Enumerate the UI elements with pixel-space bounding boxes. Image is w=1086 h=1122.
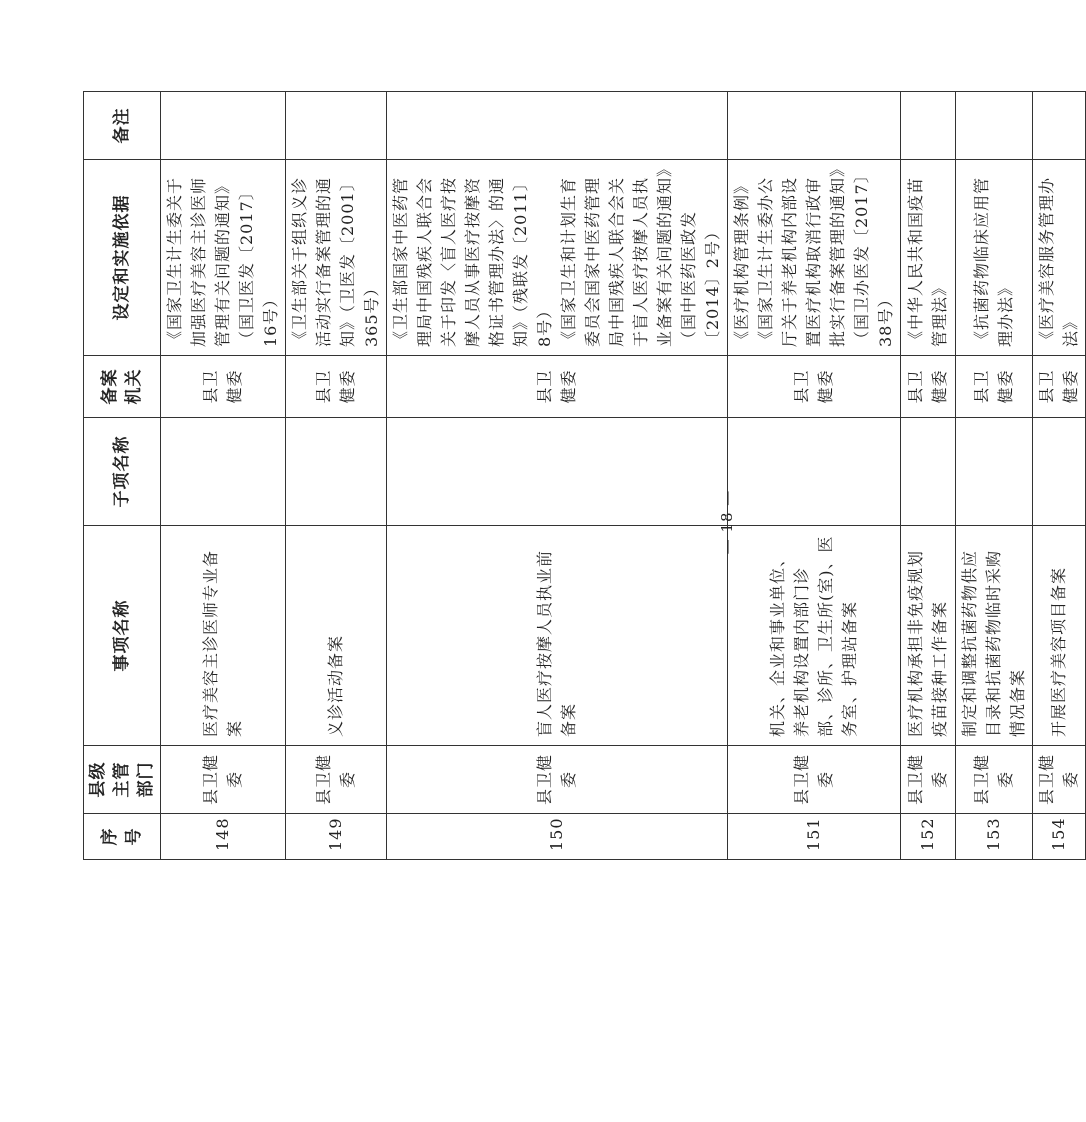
cell-item: 制定和调整抗菌药物供应目录和抗菌药物临时采购情况备案: [956, 526, 1033, 746]
table-row: [161, 92, 286, 860]
cell-note: [728, 92, 901, 160]
cell-sub: [728, 418, 901, 526]
cell-seq: 149: [286, 814, 387, 860]
cell-sub: [956, 418, 1033, 526]
cell-basis: [161, 160, 286, 356]
cell-filing: 县卫健委: [1033, 356, 1086, 418]
basis-reference: 《国家卫生计生委关于加强医疗美容主诊医师管理有关问题的通知》（国卫医发〔2017〕16号）: [165, 176, 280, 347]
header-filing: 备案机关: [84, 356, 161, 418]
cell-note: [286, 92, 387, 160]
cell-item: 盲人医疗按摩人员执业前备案: [387, 526, 728, 746]
cell-note: [956, 92, 1033, 160]
cell-note: [387, 92, 728, 160]
table-row: [901, 92, 956, 860]
cell-sub: [901, 418, 956, 526]
cell-seq: 154: [1033, 814, 1086, 860]
cell-dept: 县卫健委: [728, 746, 901, 814]
cell-note: [1033, 92, 1086, 160]
header-item: 事项名称: [84, 526, 161, 746]
basis-reference: 《国家卫生和计划生育委员会国家中医药管理局中国残疾人联合会关于盲人医疗按摩人员执业备案有关问题的通知》（国中医药医政发〔2014〕2号）: [559, 167, 722, 347]
cell-item: 开展医疗美容项目备案: [1033, 526, 1086, 746]
cell-seq: 152: [901, 814, 956, 860]
cell-dept: 县卫健委: [161, 746, 286, 814]
basis-reference: 《卫生部关于组织义诊活动实行备案管理的通知》（卫医发〔2001〕365号）: [290, 174, 381, 347]
cell-filing: 县卫健委: [956, 356, 1033, 418]
table-row: [286, 92, 387, 860]
cell-filing: 县卫健委: [161, 356, 286, 418]
header-sub: 子项名称: [84, 418, 161, 526]
page-number: — 18 —: [718, 489, 736, 555]
cell-note: [901, 92, 956, 160]
cell-sub: [1033, 418, 1086, 526]
cell-sub: [387, 418, 728, 526]
cell-basis: [286, 160, 387, 356]
filing-items-table: [83, 91, 1086, 860]
header-note: 备注: [84, 92, 161, 160]
cell-dept: 县卫健委: [286, 746, 387, 814]
cell-filing: 县卫健委: [901, 356, 956, 418]
cell-item: 医疗机构承担非免疫规划疫苗接种工作备案: [901, 526, 956, 746]
cell-basis: [956, 160, 1033, 356]
cell-sub: [161, 418, 286, 526]
cell-filing: 县卫健委: [728, 356, 901, 418]
cell-seq: 148: [161, 814, 286, 860]
cell-seq: 151: [728, 814, 901, 860]
cell-note: [161, 92, 286, 160]
cell-sub: [286, 418, 387, 526]
table-row: [1033, 92, 1086, 860]
basis-reference: 《中华人民共和国疫苗管理法》: [906, 176, 949, 347]
cell-dept: 县卫健委: [1033, 746, 1086, 814]
cell-basis: [901, 160, 956, 356]
cell-item: 机关、企业和事业单位、养老机构设置内部门诊部、诊所、卫生所(室)、医务室、护理站备案: [728, 526, 901, 746]
cell-basis: [728, 160, 901, 356]
header-row: [84, 92, 161, 860]
cell-seq: 153: [956, 814, 1033, 860]
cell-dept: 县卫健委: [956, 746, 1033, 814]
cell-seq: 150: [387, 814, 728, 860]
basis-reference: 《国家卫生计生委办公厅关于养老机构内部设置医疗机构取消行政审批实行备案管理的通知》（国卫办医发〔2017〕38号）: [756, 167, 895, 347]
cell-item: 义诊活动备案: [286, 526, 387, 746]
table-row: [956, 92, 1033, 860]
table-row: [387, 92, 728, 860]
basis-reference: 《抗菌药物临床应用管理办法》: [972, 176, 1015, 347]
table-body: [161, 92, 1086, 860]
header-seq: 序号: [84, 814, 161, 860]
cell-filing: 县卫健委: [286, 356, 387, 418]
cell-dept: 县卫健委: [901, 746, 956, 814]
cell-filing: 县卫健委: [387, 356, 728, 418]
cell-basis: [1033, 160, 1086, 356]
basis-reference: 《医疗机构管理条例》: [732, 176, 751, 347]
basis-reference: 《医疗美容服务管理办法》: [1037, 176, 1080, 347]
cell-basis: [387, 160, 728, 356]
header-basis: 设定和实施依据: [84, 160, 161, 356]
cell-item: 医疗美容主诊医师专业备案: [161, 526, 286, 746]
cell-dept: 县卫健委: [387, 746, 728, 814]
basis-reference: 《卫生部国家中医药管理局中国残疾人联合会关于印发〈盲人医疗按摩人员从事医疗按摩资格证书管理办法〉的通知》（残联发〔2011〕8号）: [391, 174, 554, 347]
header-dept: 县级主管部门: [84, 746, 161, 814]
table-row: [728, 92, 901, 860]
